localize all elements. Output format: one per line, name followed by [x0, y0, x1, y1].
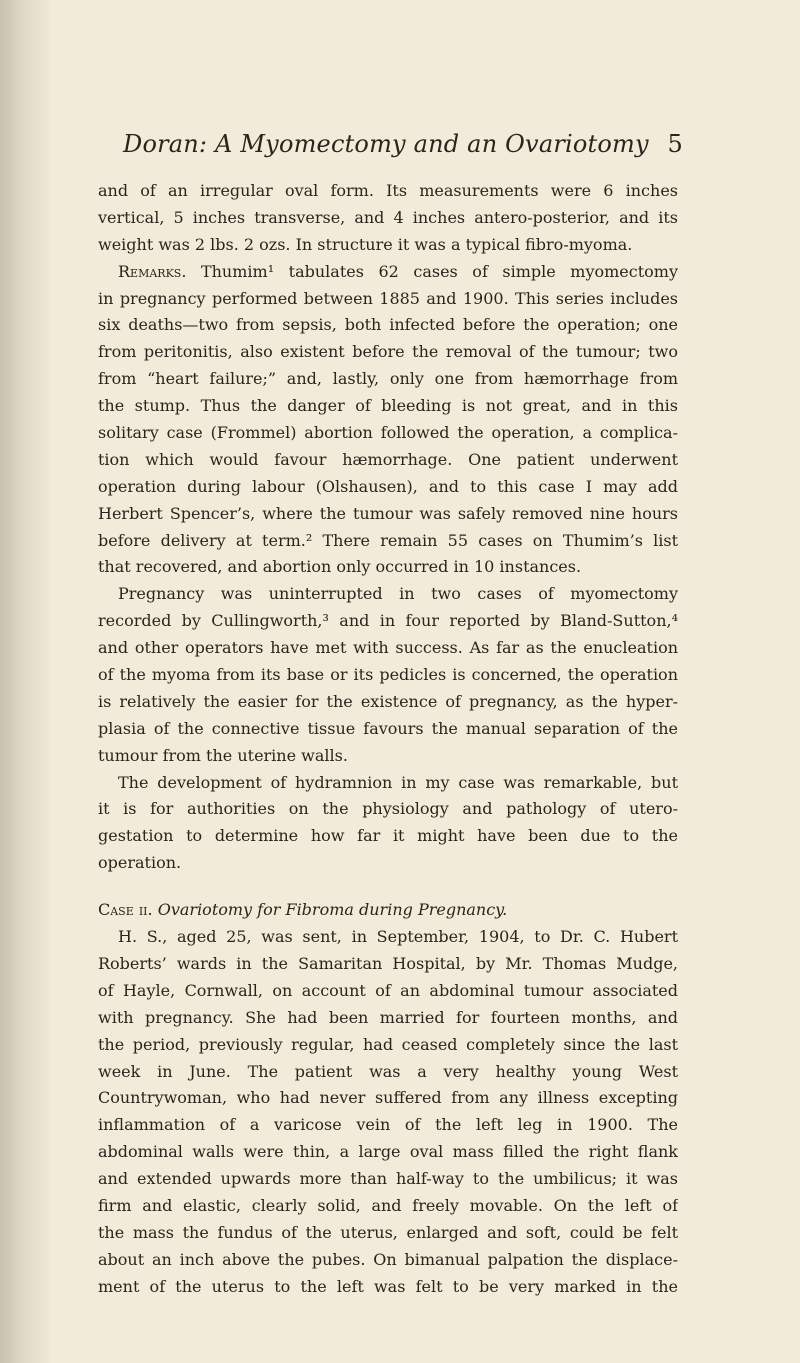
- text-line: and of an irregular oval form. Its measurements were 6 inches: [98, 181, 678, 200]
- text-line: Countrywoman, who had never suffered from any illness excepting: [98, 1088, 678, 1108]
- paragraph: [98, 924, 678, 1300]
- text-line: about an inch above the pubes. On bimanual palpation the displace-: [98, 1249, 678, 1269]
- running-title: Doran: A Myomectomy and an Ovariotomy: [123, 130, 649, 158]
- paragraph: [98, 259, 678, 582]
- text-line: week in June. The patient was a very healthy young West: [98, 1061, 678, 1081]
- text-line: inflammation of a varicose vein of the left leg in 1900. The: [98, 1115, 678, 1135]
- text-line: gestation to determine how far it might have been due to the: [98, 826, 678, 846]
- text-line: abdominal walls were thin, a large oval mass filled the right flank: [98, 1142, 678, 1162]
- text-line: that recovered, and abortion only occurred in 10 instances.: [98, 557, 582, 577]
- text-line: and other operators have met with success. As far as the enucleation: [98, 638, 678, 658]
- paragraph: [98, 178, 678, 259]
- text-line: with pregnancy. She had been married for fourteen months, and: [98, 1007, 678, 1027]
- text-line: Roberts’ wards in the Samaritan Hospital, by Mr. Thomas Mudge,: [98, 953, 678, 973]
- text-line: recorded by Cullingworth,³ and in four reported by Bland-Sutton,⁴: [98, 611, 678, 631]
- text-line: ment of the uterus to the left was felt to be very marked in the: [98, 1276, 678, 1296]
- text-line: operation during labour (Olshausen), and to this case I may add: [98, 476, 678, 496]
- running-header: [123, 130, 683, 162]
- text-line: from peritonitis, also existent before the removal of the tumour; two: [98, 342, 678, 362]
- text-line: H. S., aged 25, was sent, in September, 1904, to Dr. C. Hubert: [118, 927, 678, 947]
- page-edge-shadow: [0, 0, 50, 1363]
- text-line: of the myoma from its base or its pedicles is concerned, the operation: [98, 665, 678, 685]
- text-line: before delivery at term.² There remain 55 cases on Thumim’s list: [98, 530, 678, 550]
- text-line: it is for authorities on the physiology and pathology of utero-: [98, 799, 678, 819]
- text-line: is relatively the easier for the existence of pregnancy, as the hyper-: [98, 691, 678, 711]
- page-number: 5: [667, 130, 683, 158]
- text-line: in pregnancy performed between 1885 and 1900. This series includes: [98, 288, 678, 308]
- text-line: of Hayle, Cornwall, on account of an abdominal tumour associated: [98, 980, 678, 1000]
- text-span: Thumim¹ tabulates 62 cases of simple myomectomy: [186, 261, 678, 281]
- text-line: the period, previously regular, had ceased completely since the last: [98, 1034, 678, 1054]
- text-line: and extended upwards more than half-way to the umbilicus; it was: [98, 1169, 678, 1189]
- text-line: the mass the fundus of the uterus, enlarged and soft, could be felt: [98, 1222, 678, 1242]
- text-line: firm and elastic, clearly solid, and freely movable. On the left of: [98, 1195, 678, 1215]
- text-line: plasia of the connective tissue favours the manual separation of the: [98, 718, 678, 738]
- case-label: Case ii.: [98, 900, 153, 920]
- text-line: six deaths—two from sepsis, both infected before the operation; one: [98, 315, 678, 335]
- text-line: [98, 259, 678, 286]
- case-heading: [98, 897, 678, 924]
- remarks-lead: Remarks.: [118, 261, 187, 281]
- text-line: weight was 2 lbs. 2 ozs. In structure it was a typical fibro-myoma.: [98, 234, 633, 254]
- text-line: The development of hydramnion in my case was remarkable, but: [118, 772, 678, 792]
- paragraph: [98, 770, 678, 878]
- text-line: tion which would favour hæmorrhage. One patient underwent: [98, 449, 678, 469]
- text-line: operation.: [98, 853, 182, 873]
- body-text: [98, 178, 678, 1301]
- text-line: from “heart failure;” and, lastly, only one from hæmorrhage from: [98, 369, 678, 389]
- text-line: the stump. Thus the danger of bleeding is not great, and in this: [98, 396, 678, 416]
- text-line: Pregnancy was uninterrupted in two cases of myomectomy: [118, 584, 678, 604]
- text-line: Herbert Spencer’s, where the tumour was safely removed nine hours: [98, 503, 678, 523]
- text-line: solitary case (Frommel) abortion followed the operation, a complica-: [98, 423, 678, 443]
- paragraph: [98, 581, 678, 769]
- case-title: Ovariotomy for Fibroma during Pregnancy.: [157, 900, 508, 920]
- text-line: tumour from the uterine walls.: [98, 745, 348, 765]
- text-line: vertical, 5 inches transverse, and 4 inches antero-posterior, and its: [98, 207, 678, 227]
